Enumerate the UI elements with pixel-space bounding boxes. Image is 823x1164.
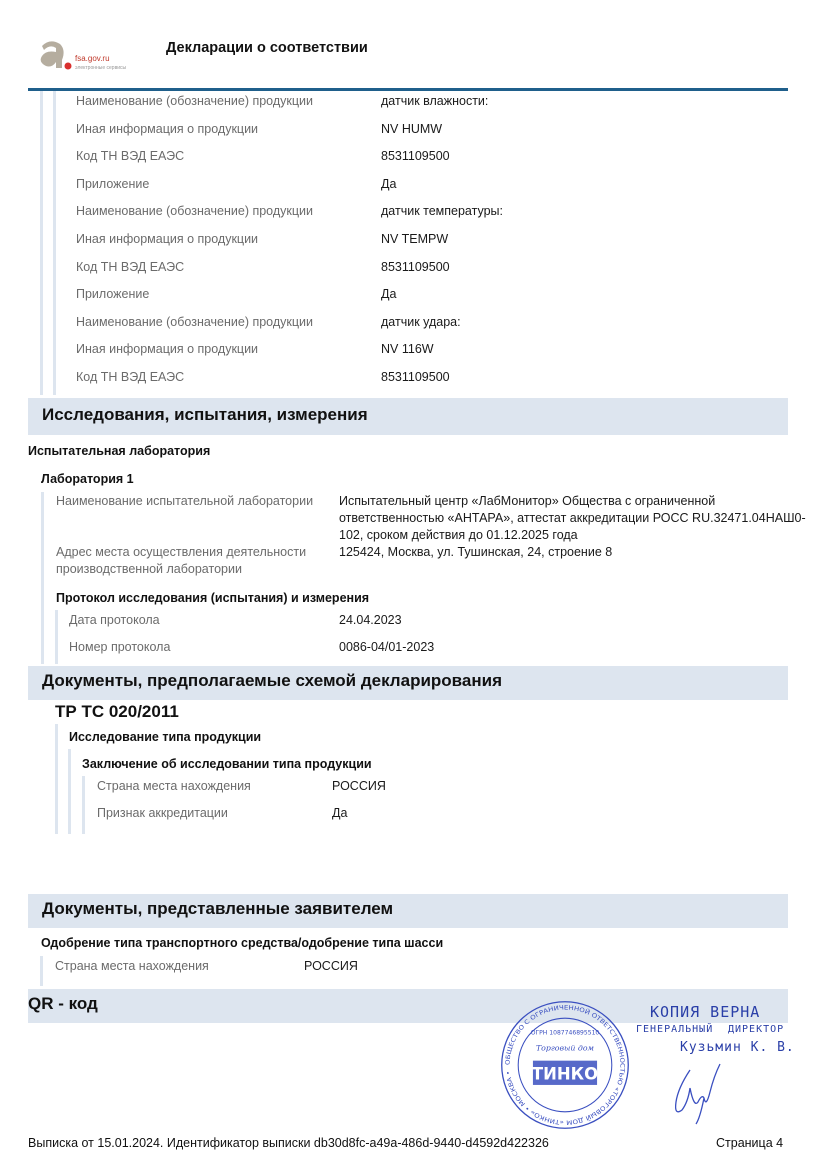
signature-icon — [660, 1058, 730, 1128]
section-applicant-docs — [28, 894, 788, 928]
lab-address-label: производственной лаборатории — [56, 562, 242, 576]
stamp-signatory: Кузьмин К. В. — [680, 1040, 795, 1055]
product-row-label: Наименование (обозначение) продукции — [76, 94, 313, 108]
product-row-label: Наименование (обозначение) продукции — [76, 315, 313, 329]
product-row-label: Код ТН ВЭД ЕАЭС — [76, 370, 185, 384]
regulation-title: ТР ТС 020/2011 — [55, 702, 179, 721]
product-row-label: Код ТН ВЭД ЕАЭС — [76, 260, 185, 274]
protocol-number-value: 0086-04/01-2023 — [339, 640, 435, 654]
svg-text:ТИНКО: ТИНКО — [531, 1064, 599, 1084]
fsa-logo — [38, 38, 148, 74]
accreditation-label: Признак аккредитации — [97, 806, 228, 820]
applicant-country-label: Страна места нахождения — [55, 959, 209, 973]
indent-border — [40, 956, 43, 986]
product-row-value: NV 116W — [381, 342, 434, 356]
svg-text:ОБЩЕСТВО С ОГРАНИЧЕННОЙ ОТВЕТС: ОБЩЕСТВО С ОГРАНИЧЕННОЙ ОТВЕТСТВЕННОСТЬЮ «ТОРГОВЫЙ ДОМ «ТИНКО» • МОСКВА • — [504, 1004, 626, 1126]
protocol-date-label: Дата протокола — [69, 613, 160, 627]
page-title: Декларации о соответствии — [166, 40, 368, 56]
accreditation-value: Да — [332, 806, 348, 820]
indent-border — [41, 492, 44, 664]
section-title: QR - код — [28, 994, 98, 1013]
lab-name-line: Испытательный центр «ЛабМонитор» Общества с ограниченной — [339, 494, 716, 508]
svg-text:Торговый дом: Торговый дом — [535, 1043, 595, 1053]
product-row-value: NV HUMW — [381, 122, 443, 136]
protocol-date-value: 24.04.2023 — [339, 613, 402, 627]
product-row-value: датчик влажности: — [381, 94, 489, 108]
lab-name-line: 102, сроком действия до 01.12.2025 года — [339, 528, 578, 542]
indent-border — [55, 610, 58, 664]
lab-name-label: Наименование испытательной лаборатории — [56, 494, 314, 508]
product-row-value: NV TEMPW — [381, 232, 449, 246]
stamp-copy-verified: КОПИЯ ВЕРНА — [650, 1003, 761, 1021]
company-seal — [500, 1000, 630, 1130]
country-label: Страна места нахождения — [97, 779, 251, 793]
lab-address-value: 125424, Москва, ул. Тушинская, 24, строение 8 — [339, 545, 613, 559]
country-value: РОССИЯ — [332, 779, 386, 793]
product-row-value: 8531109500 — [381, 260, 450, 274]
indent-border — [55, 724, 58, 834]
indent-border — [68, 749, 71, 834]
product-row-label: Иная информация о продукции — [76, 122, 259, 136]
lab-address-label: Адрес места осуществления деятельности — [56, 545, 307, 559]
indent-border — [40, 91, 43, 395]
stamp-position: ГЕНЕРАЛЬНЫЙ — [636, 1024, 714, 1035]
indent-border — [82, 776, 85, 834]
indent-border — [53, 91, 56, 395]
approval-heading: Одобрение типа транспортного средства/одобрение типа шасси — [41, 936, 444, 950]
svg-text:ОГРН 1087746895510: ОГРН 1087746895510 — [530, 1029, 600, 1037]
product-row-value: Да — [381, 287, 397, 301]
lab-name-line: ответственностью «АНТАРА», аттестат аккредитации РОСС RU.32471.04НАШ0- — [339, 511, 806, 525]
signature — [660, 1058, 730, 1128]
logo-text: fsa.gov.ru — [75, 54, 110, 63]
lab-subheading: Лаборатория 1 — [41, 472, 134, 486]
product-row-value: 8531109500 — [381, 370, 450, 384]
product-row-value: 8531109500 — [381, 149, 450, 163]
section-scheme-docs — [28, 666, 788, 700]
company-seal-icon — [500, 1000, 630, 1130]
product-row-label: Приложение — [76, 287, 150, 301]
applicant-country-value: РОССИЯ — [304, 959, 358, 973]
conclusion-heading: Заключение об исследовании типа продукции — [82, 757, 372, 771]
fsa-logo-mark-icon — [38, 38, 74, 74]
page-number: Страница 4 — [716, 1136, 784, 1150]
section-research — [28, 398, 788, 435]
product-row-label: Иная информация о продукции — [76, 342, 259, 356]
section-title: Исследования, испытания, измерения — [42, 405, 368, 424]
product-row-value: датчик температуры: — [381, 204, 503, 218]
footer-extract: Выписка от 15.01.2024. Идентификатор выписки db30d8fc-a49a-486d-9440-d4592d422326 — [28, 1136, 549, 1150]
section-title: Документы, предполагаемые схемой декларирования — [42, 671, 502, 690]
product-row-value: датчик удара: — [381, 315, 461, 329]
product-row-label: Приложение — [76, 177, 150, 191]
type-study-heading: Исследование типа продукции — [69, 730, 262, 744]
product-row-value: Да — [381, 177, 397, 191]
protocol-number-label: Номер протокола — [69, 640, 171, 654]
protocol-heading: Протокол исследования (испытания) и измерения — [56, 591, 370, 605]
section-title: Документы, представленные заявителем — [42, 899, 394, 918]
lab-heading: Испытательная лаборатория — [28, 444, 211, 458]
product-row-label: Иная информация о продукции — [76, 232, 259, 246]
product-row-label: Наименование (обозначение) продукции — [76, 204, 313, 218]
product-row-label: Код ТН ВЭД ЕАЭС — [76, 149, 185, 163]
logo-subtext: электронные сервисы — [75, 65, 127, 71]
stamp-position-2: ДИРЕКТОР — [728, 1024, 785, 1035]
header-rule — [28, 88, 788, 91]
